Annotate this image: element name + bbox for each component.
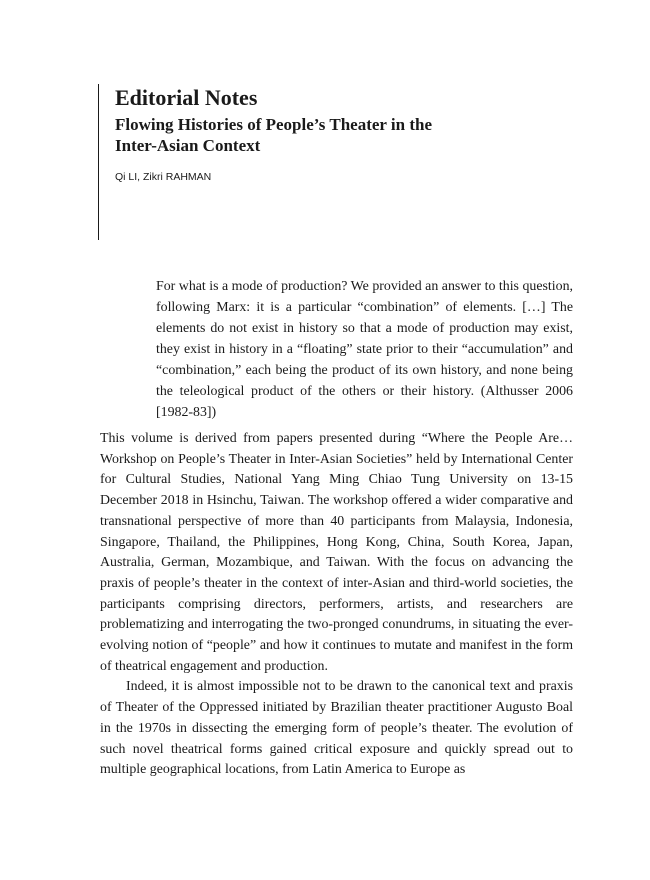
body-paragraph-2: Indeed, it is almost impossible not to be drawn to the canonical text and praxis of Theater of the Oppressed initiated by Brazilian theater practitioner Augusto Boal in the 1970s in dissecting the emerging form of people’s theater. The evolution of such novel theatrical forms gained critical exposure and quickly spread out to multiple geographical locations, from Latin America to Europe as xyxy=(100,679,573,778)
header-vertical-rule xyxy=(98,84,99,240)
body-paragraph-1: This volume is derived from papers presented during “Where the People Are… Workshop on People’s Theater in Inter-Asian Societies” held by International Center for Cultural Studies, National Yang Ming Chiao Tung University on 13-15 December 2018 in Hsinchu, Taiwan. The workshop offered a wider comparative and transnational perspective of more than 40 participants from Malaysia, Indonesia, Singapore, Thailand, the Philippines, Hong Kong, China, South Korea, Japan, Australia, German, Mozambique, and Taiwan. With the focus on advancing the praxis of people’s theater in the context of inter-Asian and third-world societies, the participants comprising directors, performers, artists, and researchers are problematizing and interrogating the two-pronged conundrums, in situating the ever-evolving notion of “people” and how it continues to mutate and manifest in the form of theatrical engagement and production. xyxy=(100,431,573,674)
page-subtitle: Flowing Histories of People’s Theater in the Inter-Asian Context xyxy=(115,115,432,155)
body-text xyxy=(100,429,573,781)
article-header xyxy=(115,84,585,184)
authors: Qi LI, Zikri RAHMAN xyxy=(115,171,212,183)
epigraph-text: For what is a mode of production? We provided an answer to this question, following Marx: it is a particular “combination” of elements. […] The elements do not exist in history so that a mode of production may exist, they exist in history in a “floating” state prior to their “accumulation” and “combination,” each being the product of its own history, and none being the teleological product of the others or their history. (Althusser 2006 [1982-83]) xyxy=(156,279,573,420)
page-title: Editorial Notes xyxy=(115,85,258,110)
epigraph-quote xyxy=(156,276,573,423)
